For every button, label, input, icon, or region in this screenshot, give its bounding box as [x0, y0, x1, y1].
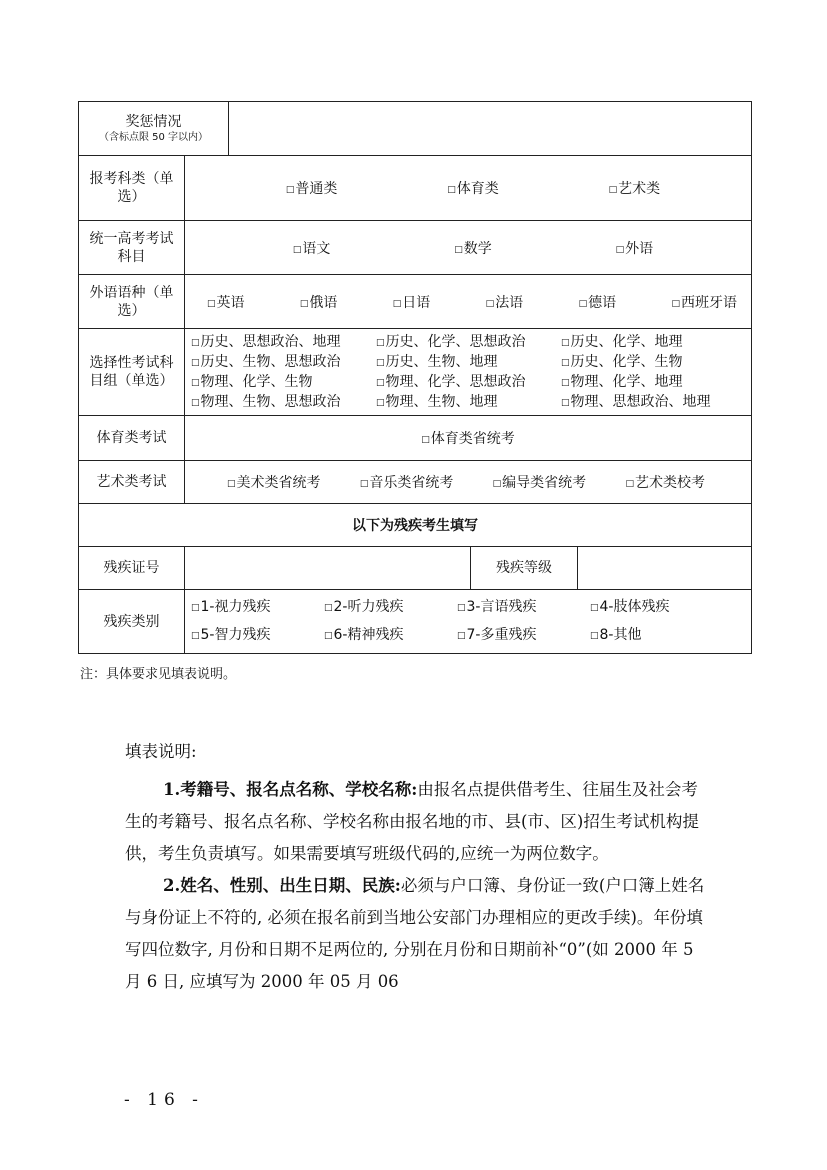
option-label: 法语 [495, 294, 524, 311]
option-label: 物理、化学、思想政治 [385, 373, 526, 390]
option-elective-4[interactable] [376, 353, 561, 372]
checkbox-icon[interactable]: □ [285, 185, 295, 195]
checkbox-icon[interactable]: □ [608, 185, 618, 195]
option-label: 语文 [302, 240, 331, 257]
gaokao-row [79, 221, 752, 275]
checkbox-icon[interactable]: □ [299, 298, 309, 309]
awards-label-cell [79, 102, 229, 156]
checkbox-icon[interactable]: □ [207, 298, 216, 309]
option-subject_type-0[interactable] [286, 178, 338, 198]
checkbox-icon[interactable]: □ [590, 631, 599, 641]
checkbox-icon[interactable]: □ [447, 185, 456, 195]
option-label: 音乐类省统考 [369, 475, 454, 491]
option-language-0[interactable] [207, 292, 245, 312]
option-disability_type-4[interactable] [191, 626, 324, 645]
option-disability_type-6[interactable] [457, 626, 590, 645]
option-label: 体育类 [456, 181, 499, 197]
option-label: 俄语 [309, 294, 338, 311]
checkbox-icon[interactable]: □ [615, 244, 625, 255]
option-label: 历史、化学、地理 [570, 333, 683, 350]
disability-type-label: 残疾类别 [79, 590, 185, 654]
option-label: 2-听力残疾 [333, 599, 404, 615]
option-disability_type-0[interactable] [191, 598, 324, 617]
option-label: 5-智力残疾 [200, 627, 271, 643]
option-label: 8-其他 [599, 627, 642, 643]
checkbox-icon[interactable]: □ [376, 397, 385, 408]
option-label: 物理、化学、生物 [200, 373, 313, 390]
option-sports-0[interactable] [421, 428, 515, 448]
option-label: 英语 [216, 294, 245, 311]
option-label: 7-多重残疾 [466, 627, 537, 643]
disability-id-input[interactable] [185, 547, 471, 590]
subject-type-options [191, 178, 745, 198]
option-label: 西班牙语 [680, 294, 737, 311]
option-disability_type-3[interactable] [590, 598, 723, 617]
option-language-3[interactable] [486, 292, 524, 312]
option-language-2[interactable] [393, 292, 431, 312]
option-label: 物理、生物、思想政治 [200, 393, 341, 410]
checkbox-icon[interactable]: □ [578, 298, 588, 309]
gaokao-label: 统一高考考试科目 [79, 221, 185, 275]
subject-type-label: 报考科类（单选） [79, 156, 185, 221]
checkbox-icon[interactable]: □ [590, 603, 599, 613]
elective-label: 选择性考试科目组（单选） [79, 329, 185, 416]
disability-level-input[interactable] [578, 547, 752, 590]
instruction-item-1 [125, 774, 705, 870]
language-label: 外语语种（单选） [79, 275, 185, 329]
option-gaokao-2[interactable] [616, 238, 654, 258]
option-label: 艺术类校考 [635, 475, 705, 491]
option-arts-1[interactable] [360, 472, 454, 492]
instruction-item-1-heading: 1.考籍号、报名点名称、学校名称: [163, 780, 418, 799]
disability-id-row [79, 547, 752, 590]
option-arts-0[interactable] [227, 472, 321, 492]
option-label: 数学 [463, 240, 492, 257]
option-label: 物理、化学、地理 [570, 373, 683, 390]
checkbox-icon[interactable]: □ [191, 603, 200, 613]
instruction-item-1-text: 由报名点提供借考生、往届生及社会考生的考籍号、报名点名称、学校名称由报名地的市、县(市、区)招生考试机构提供，考生负责填写。如果需要填写班级代码的,应统一为两位数字。 [125, 780, 699, 863]
checkbox-icon[interactable]: □ [561, 377, 570, 388]
checkbox-icon[interactable]: □ [561, 357, 570, 368]
checkbox-icon[interactable]: □ [625, 479, 634, 489]
option-label: 日语 [402, 294, 431, 311]
checkbox-icon[interactable]: □ [324, 603, 333, 613]
checkbox-icon[interactable]: □ [457, 631, 466, 641]
option-elective-6[interactable] [191, 373, 376, 392]
checkbox-icon[interactable]: □ [376, 377, 385, 388]
option-elective-2[interactable] [561, 333, 741, 352]
instruction-item-2 [125, 870, 705, 998]
option-gaokao-0[interactable] [293, 238, 331, 258]
option-disability_type-5[interactable] [324, 626, 457, 645]
checkbox-icon[interactable]: □ [191, 377, 200, 388]
disabled-header-row [79, 504, 752, 547]
checkbox-icon[interactable]: □ [359, 479, 369, 489]
checkbox-icon[interactable]: □ [191, 631, 200, 641]
checkbox-icon[interactable]: □ [191, 357, 200, 368]
option-label: 4-肢体残疾 [599, 599, 670, 615]
checkbox-icon[interactable]: □ [376, 337, 385, 348]
registration-form-table [78, 101, 752, 654]
option-arts-2[interactable] [493, 472, 587, 492]
option-disability_type-2[interactable] [457, 598, 590, 617]
arts-label: 艺术类考试 [79, 461, 185, 504]
option-label: 历史、化学、思想政治 [385, 333, 526, 350]
option-label: 体育类省统考 [430, 431, 515, 447]
checkbox-icon[interactable]: □ [485, 298, 495, 309]
language-options [191, 292, 745, 312]
checkbox-icon[interactable]: □ [454, 244, 463, 255]
option-elective-7[interactable] [376, 373, 561, 392]
language-row [79, 275, 752, 329]
checkbox-icon[interactable]: □ [421, 435, 430, 445]
checkbox-icon[interactable]: □ [292, 244, 302, 255]
option-disability_type-1[interactable] [324, 598, 457, 617]
instructions-title: 填表说明: [125, 742, 197, 761]
checkbox-icon[interactable]: □ [392, 298, 402, 309]
checkbox-icon[interactable]: □ [227, 479, 236, 489]
subject-type-row [79, 156, 752, 221]
option-language-1[interactable] [300, 292, 338, 312]
disability-type-options [191, 598, 745, 645]
disability-level-label: 残疾等级 [471, 547, 578, 590]
checkbox-icon[interactable]: □ [561, 337, 570, 348]
option-elective-10[interactable] [376, 393, 561, 412]
option-label: 物理、生物、地理 [385, 393, 498, 410]
elective-options [191, 333, 745, 412]
page-number: - 16 - [124, 1090, 204, 1110]
option-language-5[interactable] [671, 292, 737, 312]
arts-row [79, 461, 752, 504]
checkbox-icon[interactable]: □ [376, 357, 385, 368]
option-elective-0[interactable] [191, 333, 376, 352]
checkbox-icon[interactable]: □ [561, 397, 570, 408]
option-label: 编导类省统考 [502, 475, 587, 491]
option-label: 3-言语残疾 [466, 599, 537, 615]
option-elective-1[interactable] [376, 333, 561, 352]
instruction-item-2-heading: 2.姓名、性别、出生日期、民族: [163, 876, 401, 895]
option-label: 6-精神残疾 [333, 627, 404, 643]
elective-row [79, 329, 752, 416]
instructions [125, 736, 705, 998]
option-label: 艺术类 [618, 181, 661, 197]
checkbox-icon[interactable]: □ [324, 631, 333, 641]
option-label: 1-视力残疾 [200, 599, 271, 615]
awards-row [79, 102, 752, 156]
option-elective-3[interactable] [191, 353, 376, 372]
checkbox-icon[interactable]: □ [492, 479, 502, 489]
option-elective-11[interactable] [561, 393, 741, 412]
option-label: 历史、生物、地理 [385, 353, 498, 370]
option-disability_type-7[interactable] [590, 626, 723, 645]
disabled-section-header: 以下为残疾考生填写 [79, 504, 752, 547]
disability-type-row [79, 590, 752, 654]
option-label: 德语 [588, 294, 617, 311]
checkbox-icon[interactable]: □ [191, 337, 200, 348]
option-label: 外语 [625, 240, 654, 257]
option-subject_type-2[interactable] [609, 178, 661, 198]
option-elective-5[interactable] [561, 353, 741, 372]
gaokao-options [191, 238, 745, 258]
option-elective-8[interactable] [561, 373, 741, 392]
sports-options [191, 428, 745, 448]
option-label: 历史、思想政治、地理 [200, 333, 341, 350]
option-label: 普通类 [295, 181, 338, 197]
option-label: 历史、生物、思想政治 [200, 353, 341, 370]
option-arts-3[interactable] [625, 472, 705, 492]
option-elective-9[interactable] [191, 393, 376, 412]
instruction-item-2-text: 必须与户口簿、身份证一致(户口簿上姓名与身份证上不符的, 必须在报名前到当地公安部门办理相应的更改手续)。年份填写四位数字, 月份和日期不足两位的, 分别在月份和日期前补“0”(如 2000 年 5 月 6 日, 应填写为 2000 年 05 月 06 [125, 876, 705, 991]
sports-label: 体育类考试 [79, 416, 185, 461]
checkbox-icon[interactable]: □ [191, 397, 200, 408]
awards-input[interactable] [229, 102, 752, 156]
sports-row [79, 416, 752, 461]
option-language-4[interactable] [579, 292, 617, 312]
option-label: 物理、思想政治、地理 [570, 393, 711, 410]
form-note: 注：具体要求见填表说明。 [80, 667, 237, 682]
checkbox-icon[interactable]: □ [457, 603, 466, 613]
option-subject_type-1[interactable] [447, 178, 499, 198]
checkbox-icon[interactable]: □ [671, 298, 680, 309]
option-label: 美术类省统考 [236, 475, 321, 491]
awards-label: 奖惩情况 [125, 113, 182, 130]
option-label: 历史、化学、生物 [570, 353, 683, 370]
arts-options [191, 472, 745, 492]
awards-sublabel: （含标点限 50 字以内） [98, 131, 209, 143]
disability-id-label: 残疾证号 [79, 547, 185, 590]
option-gaokao-1[interactable] [454, 238, 492, 258]
